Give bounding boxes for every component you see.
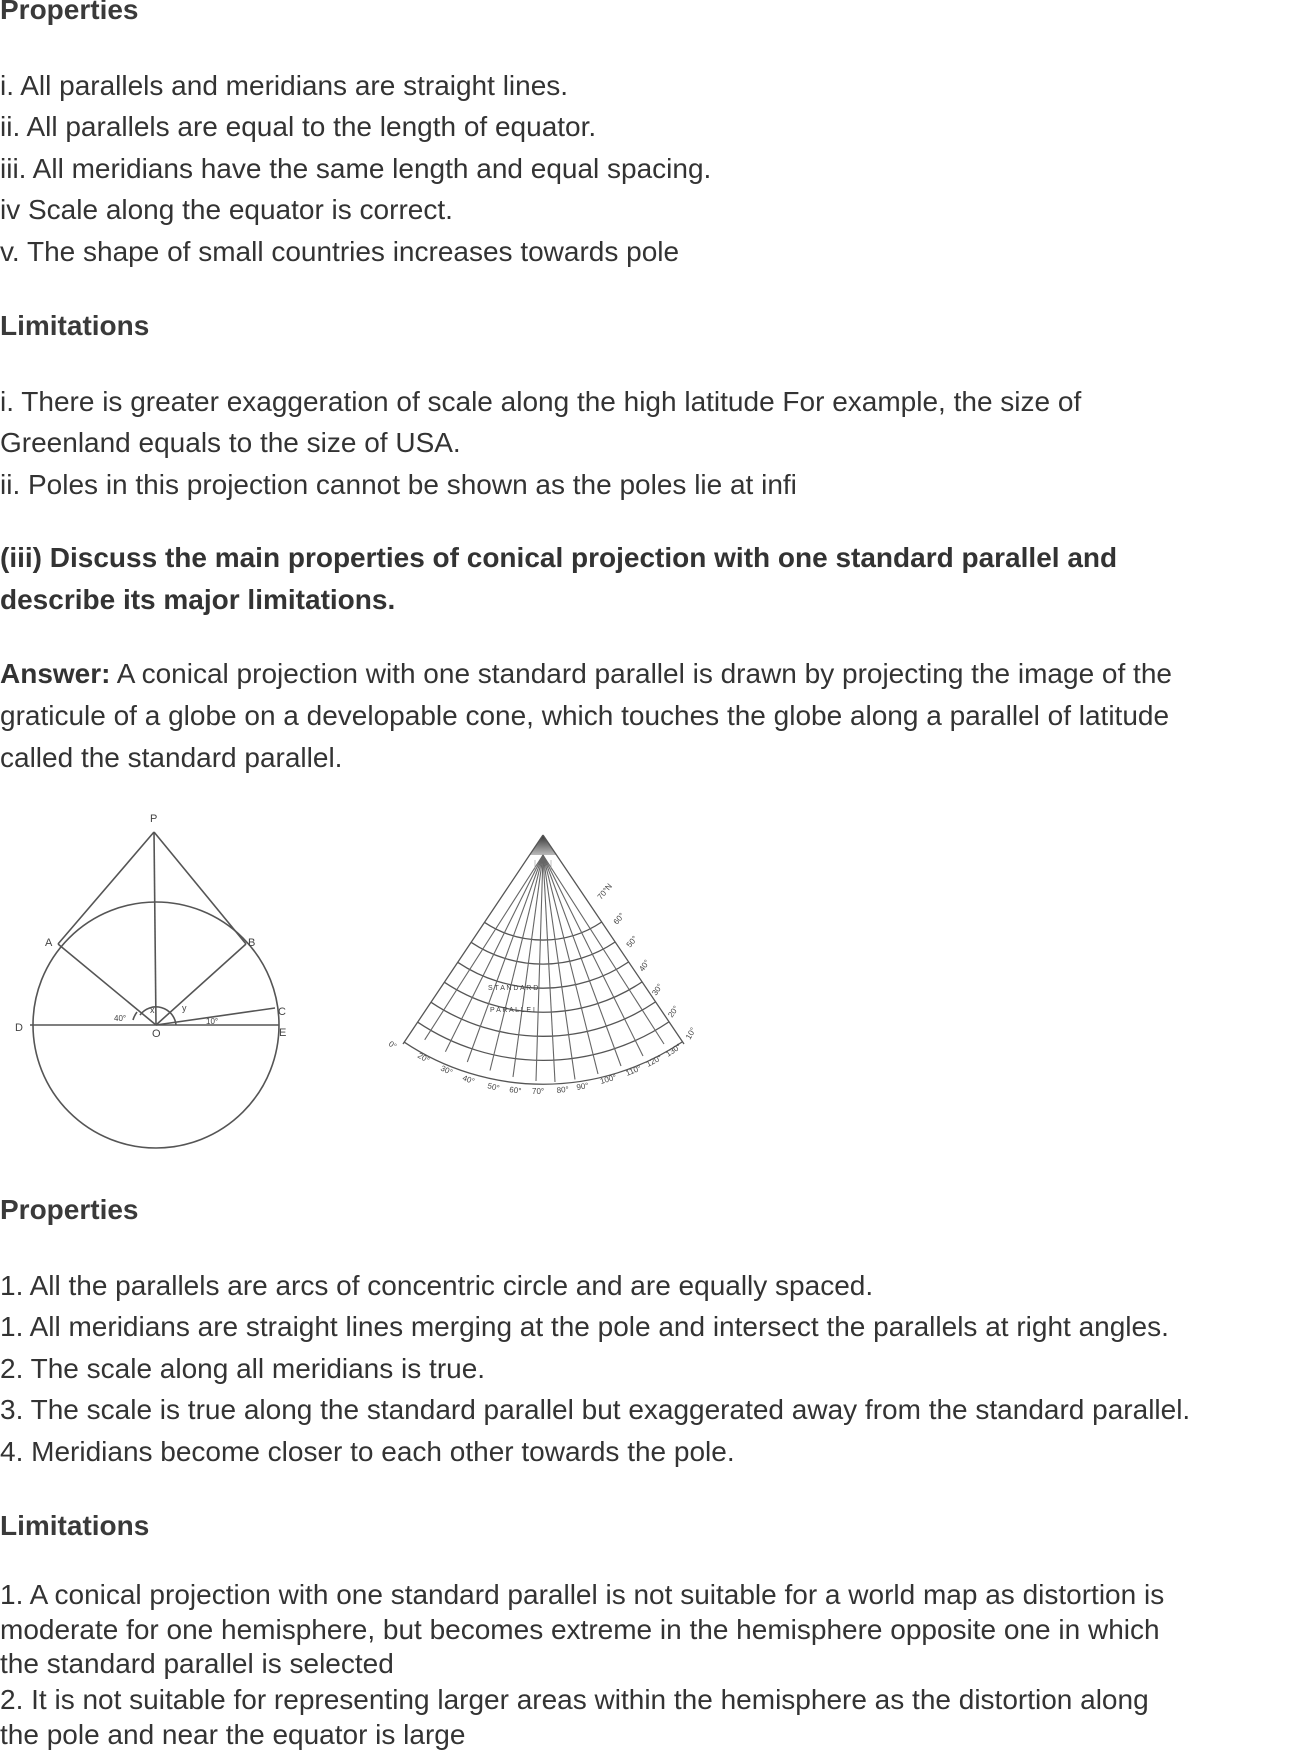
label-p: P [150, 813, 158, 825]
property-item: iii. All meridians have the same length and equal spacing. [0, 153, 712, 184]
lat-label: 50° [624, 934, 640, 950]
property-item: 2. The scale along all meridians is true. [0, 1353, 486, 1384]
limitation-item: the standard parallel is selected [0, 1648, 394, 1679]
limitation-item: 1. A conical projection with one standard parallel is not suitable for a world map as distortion is [0, 1579, 1165, 1610]
lat-label: 60° [611, 911, 627, 927]
answer-text: A conical projection with one standard parallel is drawn by projecting the image of the [110, 658, 1172, 689]
lon-label: 40° [461, 1073, 476, 1087]
lat-label: 10° [683, 1026, 698, 1041]
globe-labels [15, 813, 286, 1040]
limitations-heading-2: Limitations [0, 1510, 150, 1541]
label-a: A [45, 937, 53, 949]
label-y: y [182, 1003, 187, 1013]
lon-label: 20° [416, 1050, 431, 1065]
conical-graticule-diagram [370, 810, 720, 1110]
property-item: 3. The scale is true along the standard parallel but exaggerated away from the standard parallel. [0, 1394, 1191, 1425]
globe-tangent-cone-diagram [0, 800, 330, 1170]
property-item: ii. All parallels are equal to the length of equator. [0, 111, 597, 142]
lon-label: 110° [624, 1063, 643, 1078]
property-item: 1. All the parallels are arcs of concentric circle and are equally spaced. [0, 1270, 874, 1301]
limitation-item: i. There is greater exaggeration of scale along the high latitude For example, the size of [0, 386, 1082, 417]
limitation-item: Greenland equals to the size of USA. [0, 427, 461, 458]
answer-line [0, 658, 1172, 690]
lon-label: 50° [486, 1081, 501, 1093]
limitations-heading: Limitations [0, 310, 150, 341]
label-angle-10: 10° [206, 1017, 219, 1026]
lon-label: 130° [664, 1041, 683, 1059]
lon-label: 0° [386, 1039, 399, 1052]
label-x: x [150, 1005, 155, 1015]
limitation-item: the pole and near the equator is large [0, 1719, 466, 1750]
lat-label: 30° [650, 982, 665, 998]
lon-label: 80° [556, 1084, 570, 1095]
lat-label: 70°N [595, 881, 615, 902]
lon-label: 90° [575, 1081, 590, 1092]
limitation-item: moderate for one hemisphere, but becomes extreme in the hemisphere opposite one in which [0, 1614, 1160, 1645]
lon-label: 100° [599, 1072, 618, 1086]
limitation-item: ii. Poles in this projection cannot be shown as the poles lie at infi [0, 469, 797, 500]
property-item: iv Scale along the equator is correct. [0, 194, 453, 225]
properties-heading: Properties [0, 0, 139, 25]
lon-label: 60° [508, 1085, 522, 1096]
answer-line: graticule of a globe on a developable cone, which touches the globe along a parallel of latitude [0, 700, 1170, 731]
label-angle-40: 40° [114, 1014, 127, 1023]
properties-heading-2: Properties [0, 1194, 139, 1225]
label-d: D [15, 1022, 23, 1034]
label-o: O [152, 1028, 161, 1040]
property-item: 4. Meridians become closer to each other towards the pole. [0, 1436, 735, 1467]
answer-line: called the standard parallel. [0, 742, 343, 773]
question-line: describe its major limitations. [0, 584, 396, 615]
question-line: (iii) Discuss the main properties of conical projection with one standard parallel and [0, 542, 1118, 573]
label-e: E [279, 1027, 287, 1039]
standard-parallel-text [488, 985, 538, 1014]
lon-label: 30° [439, 1063, 454, 1077]
lat-label: 20° [666, 1004, 681, 1020]
label-b: B [248, 937, 256, 949]
property-item: i. All parallels and meridians are straight lines. [0, 70, 569, 101]
lon-label: 120° [644, 1053, 664, 1069]
limitation-item: 2. It is not suitable for representing larger areas within the hemisphere as the distortion along [0, 1684, 1149, 1715]
lon-label: 70° [532, 1087, 545, 1096]
property-item: 1. All meridians are straight lines merging at the pole and intersect the parallels at right angles. [0, 1311, 1169, 1342]
answer-label: Answer: [0, 658, 111, 689]
parallel-text: P A R A L L E L [490, 1007, 537, 1014]
lat-label: 40° [637, 958, 652, 974]
standard-text: S T A N D A R D [488, 985, 539, 992]
label-c: C [278, 1006, 286, 1018]
property-item: v. The shape of small countries increases towards pole [0, 236, 680, 267]
